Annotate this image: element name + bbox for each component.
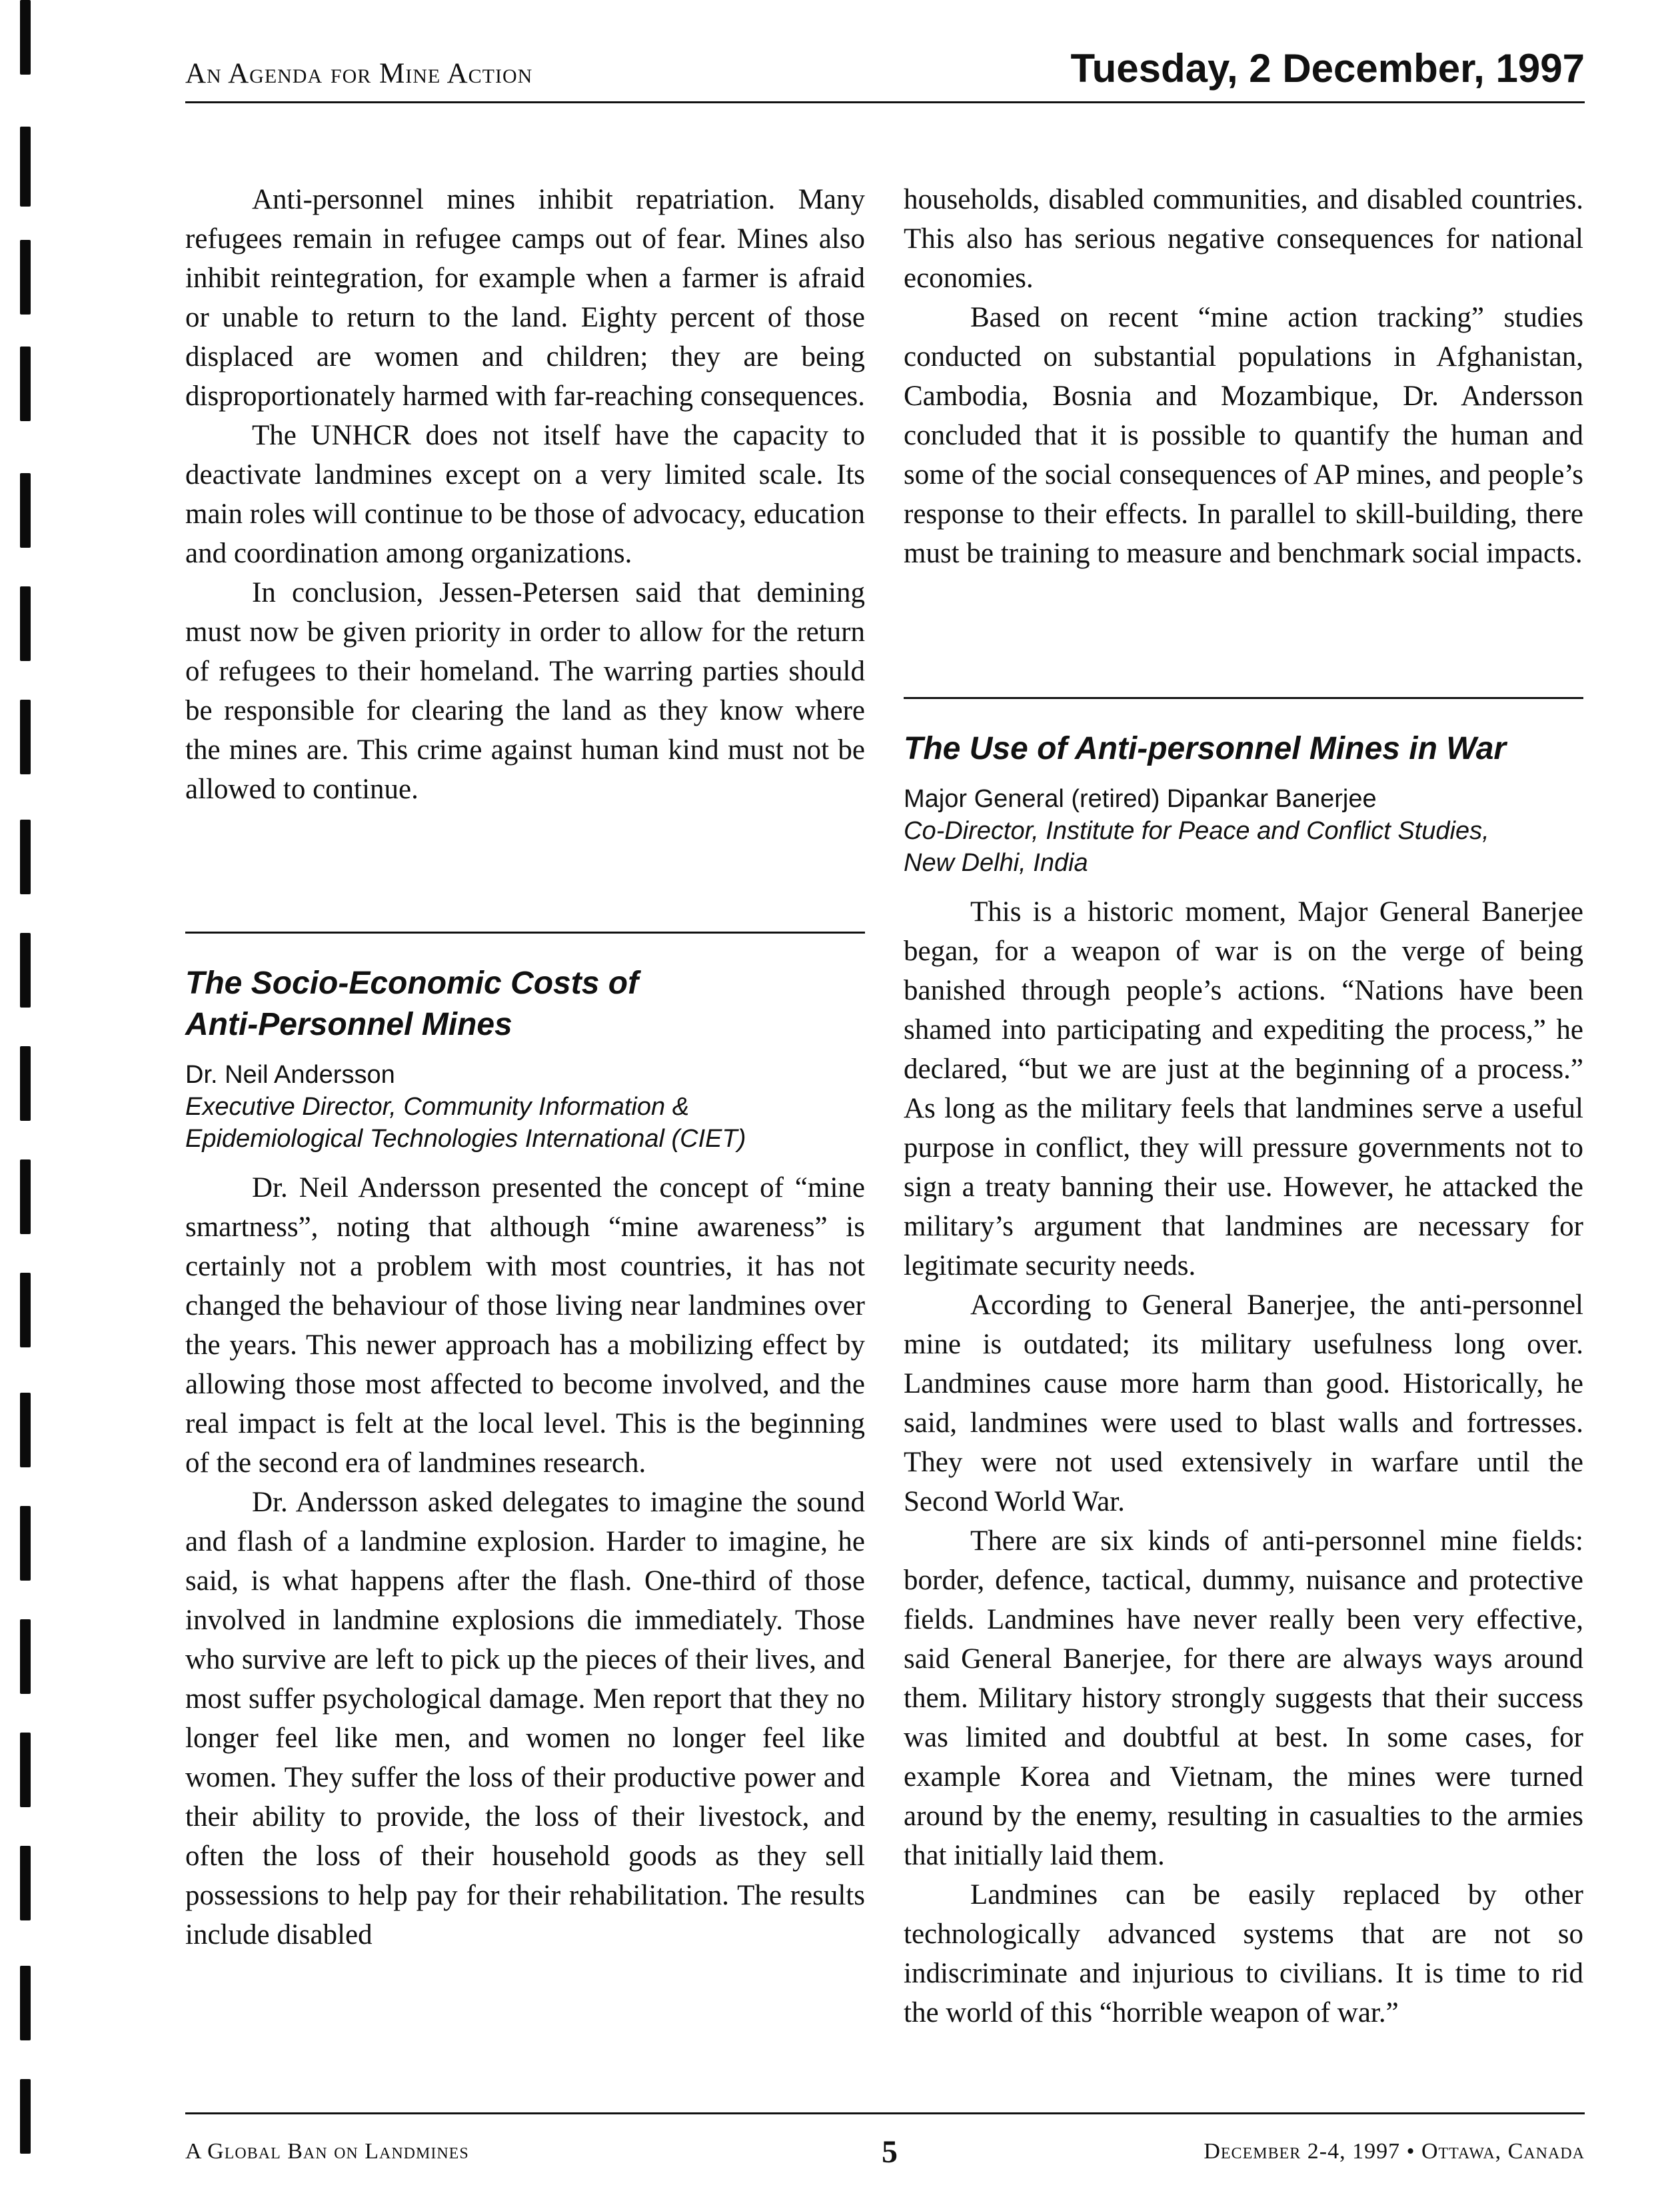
paragraph: According to General Banerjee, the anti-personnel mine is outdated; its military usefulness long over. Landmines cause more harm than good. Historically, he said, landmines were used to blast walls and fortresses. They were not used extensively in warfare until the Second World War.	[904, 1289, 1583, 1517]
author-role	[185, 1091, 865, 1155]
paragraph: In conclusion, Jessen-Petersen said that demining must now be given priority in order to allow for the return of refugees to their homeland. The warring parties should be responsible for clearing the land as they know where the mines are. This crime against human kind must not be allowed to continue.	[185, 577, 865, 805]
binding-mark	[20, 1393, 31, 1467]
section-title	[185, 963, 865, 1046]
footer-rule	[185, 2112, 1585, 2114]
binding-mark	[20, 1046, 31, 1121]
binding-mark	[20, 127, 31, 207]
section-rule	[185, 932, 865, 934]
paragraph: Dr. Neil Andersson presented the concept of “mine smartness”, noting that although “mine awareness” is certainly not a problem with most countries, it has not changed the behaviour of those living near landmines over the years. This newer approach has a mobilizing effect by allowing those most affected to become involved, and the real impact is felt at the local level. This is the beginning of the second era of landmines research.	[185, 1172, 865, 1479]
binding-mark	[20, 0, 31, 75]
binding-mark	[20, 2079, 31, 2154]
paragraph: Dr. Andersson asked delegates to imagine the sound and flash of a landmine explosion. Harder to imagine, he said, is what happens after the flash. One-third of those involved in landmine explosions die immediately. Those who survive are left to pick up the pieces of their lives, and most suffer psychological damage. Men report that they no longer feel like men, and women no longer feel like women. They suffer the loss of their productive power and their ability to provide, the loss of their livestock, and often the loss of their household goods as they sell possessions to help pay for their rehabilitation. The results include disabled	[185, 1487, 865, 1950]
section-title: The Use of Anti-personnel Mines in War	[904, 731, 1507, 766]
binding-mark	[20, 933, 31, 1008]
author-role-line: Co-Director, Institute for Peace and Conflict Studies,	[904, 817, 1489, 845]
binding-mark	[20, 347, 31, 421]
binding-mark	[20, 1846, 31, 1920]
header-rule	[185, 101, 1585, 103]
binding-mark	[20, 1159, 31, 1234]
section-socio-economic	[185, 932, 865, 1954]
section-rule	[904, 697, 1583, 699]
binding-mark	[20, 586, 31, 661]
binding-mark	[20, 240, 31, 315]
binding-mark	[20, 1273, 31, 1347]
section-title-line: The Socio-Economic Costs of	[185, 966, 639, 1001]
right-column	[904, 180, 1583, 573]
header-date: Tuesday, 2 December, 1997	[1070, 46, 1585, 91]
binding-mark	[20, 700, 31, 774]
paragraph: households, disabled communities, and disabled countries. This also has serious negative consequences for national economies.	[904, 184, 1583, 294]
section-anti-personnel-war	[904, 697, 1583, 2032]
running-title: An Agenda for Mine Action	[185, 58, 533, 89]
footer-right: December 2-4, 1997 • Ottawa, Canada	[1204, 2139, 1585, 2164]
page-footer	[185, 2134, 1585, 2179]
paragraph: The UNHCR does not itself have the capacity to deactivate landmines except on a very limited scale. Its main roles will continue to be those of advocacy, education and coordination among organizations.	[185, 420, 865, 569]
author-name: Dr. Neil Andersson	[185, 1061, 395, 1089]
binding-mark	[20, 1619, 31, 1694]
binding-mark	[20, 1966, 31, 2040]
paragraph: Anti-personnel mines inhibit repatriation. Many refugees remain in refugee camps out of fear. Mines also inhibit reintegration, for example when a farmer is afraid or unable to return to the land. Eighty percent of those displaced are women and children; they are being disproportionately harmed with far-reaching consequences.	[185, 184, 866, 412]
binding-mark	[20, 1733, 31, 1807]
binding-mark	[20, 820, 31, 894]
author-role-line: Executive Director, Community Information &	[185, 1093, 690, 1121]
footer-left: A Global Ban on Landmines	[185, 2139, 469, 2164]
binding-mark	[20, 1506, 31, 1581]
paragraph: There are six kinds of anti-personnel mine fields: border, defence, tactical, dummy, nuisance and protective fields. Landmines have never really been very effective, said General Banerjee, for there are always ways around them. Military history strongly suggests that their success was limited and doubtful at best. In some cases, for example Korea and Vietnam, the mines were turned around by the enemy, resulting in casualties to the armies that initially laid them.	[904, 1525, 1583, 1871]
paragraph: This is a historic moment, Major General Banerjee began, for a weapon of war is on the verge of being banished through people’s actions. “Nations have been shamed into participating and expediting the process,” he declared, “but we are just at the beginning of a process.” As long as the military feels that landmines serve a useful purpose in conflict, they will pressure governments not to sign a treaty banning their use. However, he attacked the military’s argument that landmines are necessary for legitimate security needs.	[904, 896, 1583, 1281]
author-role-line: New Delhi, India	[904, 849, 1088, 877]
paragraph: Based on recent “mine action tracking” studies conducted on substantial populations in Afghanistan, Cambodia, Bosnia and Mozambique, Dr. Andersson concluded that it is possible to quantify the human and some of the social consequences of AP mines, and people’s response to their effects. In parallel to skill-building, there must be training to measure and benchmark social impacts.	[904, 302, 1583, 569]
author-name: Major General (retired) Dipankar Banerjee	[904, 785, 1377, 813]
author-role	[904, 815, 1583, 879]
author-role-line: Epidemiological Technologies International (CIET)	[185, 1125, 746, 1153]
page-number: 5	[882, 2134, 898, 2170]
left-column	[185, 180, 865, 809]
section-title-line: Anti-Personnel Mines	[185, 1007, 512, 1042]
paragraph: Landmines can be easily replaced by other technologically advanced systems that are not so indiscriminate and injurious to civilians. It is time to rid the world of this “horrible weapon of war.”	[904, 1879, 1583, 2028]
binding-mark	[20, 473, 31, 548]
binding-marks	[0, 0, 67, 2199]
